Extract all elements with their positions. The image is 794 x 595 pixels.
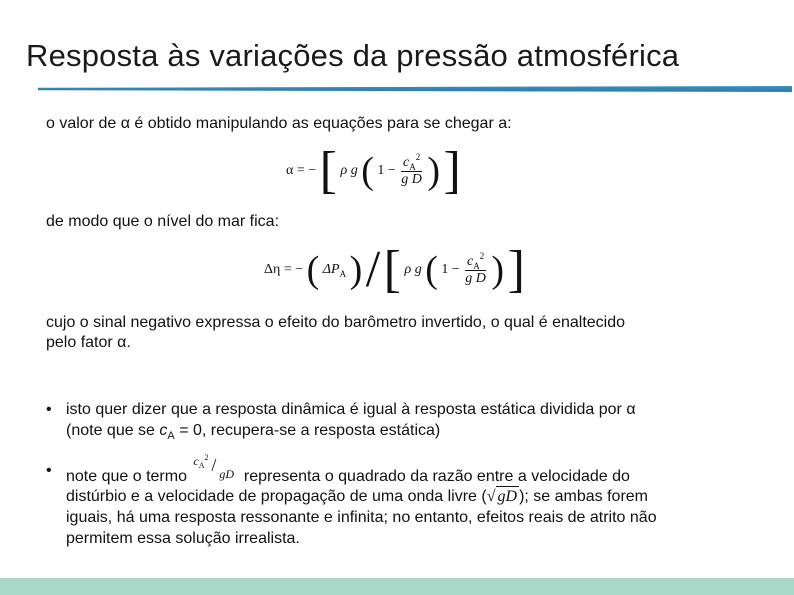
equation-sea-level <box>264 241 525 298</box>
intro-line: o valor de α é obtido manipulando as equações para se chegar a: <box>46 115 512 132</box>
eq2-fraction <box>463 250 488 287</box>
bullet-icon: • <box>46 401 52 418</box>
eq1-right-bracket: ] <box>443 142 461 199</box>
eq1-numerator: $c_A^2$ <box>402 151 421 172</box>
sea-level-line: de modo que o nível do mar fica: <box>46 213 280 230</box>
bullet-icon: • <box>46 462 52 479</box>
footer-bar <box>0 578 794 595</box>
eq2-lhs: Δη = − <box>264 262 304 278</box>
eq2-left-bracket: [ <box>383 241 401 298</box>
bullet2-line-4: permitem essa solução irrealista. <box>66 530 300 547</box>
bullet2-line-2: distúrbio e a velocidade de propagação de uma onda livre (√ gD ); se ambas forem <box>66 488 648 505</box>
sqrt-gd: √ gD <box>486 488 518 505</box>
eq2-denominator: g D <box>465 270 486 286</box>
eq1-rho-g: ρ g <box>340 163 358 179</box>
eq1-denominator: g D <box>401 171 422 187</box>
equation-alpha <box>286 142 461 199</box>
eq2-one-minus: 1 − <box>441 262 460 278</box>
bullet2-line-3: iguais, há uma resposta ressonante e infinita; no entanto, efeitos reais de atrito não <box>66 509 657 526</box>
eq2-left-paren-dp: ( <box>306 249 320 291</box>
eq1-lhs: α = − <box>286 163 317 179</box>
slide-title: Resposta às variações da pressão atmosférica <box>26 38 680 73</box>
paragraph-line-2: pelo fator α. <box>46 334 131 351</box>
title-underline <box>38 86 792 92</box>
eq2-right-paren-dp: ) <box>349 249 363 291</box>
term-ca2-over-gd: $c_A^2$ / gD <box>193 453 235 481</box>
eq2-right-paren: ) <box>491 249 505 291</box>
bullet1-line-1: isto quer dizer que a resposta dinâmica é igual à resposta estática dividida por α <box>66 401 636 418</box>
eq1-right-paren: ) <box>427 150 441 192</box>
eq2-right-bracket: ] <box>507 241 525 298</box>
eq1-left-bracket: [ <box>319 142 337 199</box>
eq2-dp: $\Delta P_A$ <box>322 262 347 280</box>
paragraph-line-1: cujo o sinal negativo expressa o efeito do barômetro invertido, o qual é enaltecido <box>46 314 626 331</box>
eq2-numerator: $c_A^2$ <box>467 250 485 271</box>
eq1-one-minus: 1 − <box>377 163 396 179</box>
bullet1-line-2: (note que se $c_A = 0$, recupera-se a resposta estática) <box>66 422 441 442</box>
eq2-left-paren: ( <box>425 249 438 291</box>
eq1-left-paren: ( <box>361 150 374 192</box>
eq2-rho-g: ρ g <box>404 262 422 278</box>
eq2-slash: / <box>365 241 381 298</box>
eq1-fraction <box>399 151 424 188</box>
bullet2-line-1: note que o termo $c_A^2$ / gD representa o quadrado da razão entre a velocidade do <box>66 453 630 485</box>
